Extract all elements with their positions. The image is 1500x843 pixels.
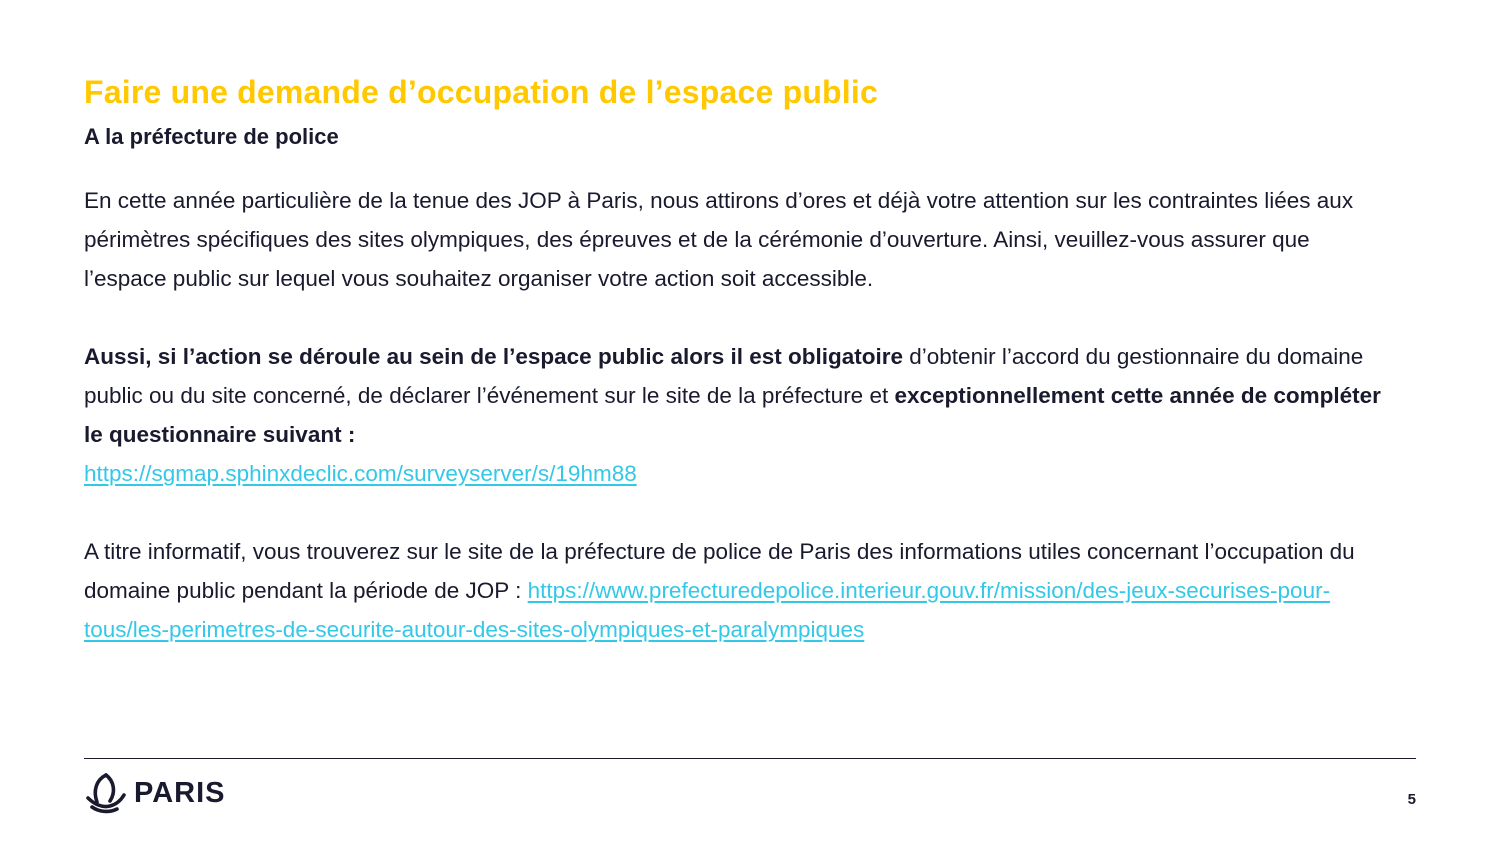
footer-divider [84, 758, 1416, 759]
paris-ship-icon [84, 771, 128, 815]
paris-logo-text: PARIS [134, 776, 226, 809]
intro-text: En cette année particulière de la tenue des JOP à Paris, nous attirons d’ores et déjà votre attention sur les contraintes liées aux périmètres spécifiques des sites olympiques, des épreuves et de la cérémonie d’ouverture. Ainsi, veuillez-vous assurer que l’espace public sur lequel vous souhaitez organiser votre action soit accessible. [84, 188, 1354, 291]
obligation-paragraph [84, 337, 1384, 493]
paris-logo [84, 770, 225, 816]
questionnaire-link[interactable]: https://sgmap.sphinxdeclic.com/surveyserver/s/19hm88 [84, 461, 637, 486]
obligation-text: d’obtenir l’accord du gestionnaire du domaine public ou du site concerné, de déclarer l’événement sur le site de la préfecture et [84, 344, 1364, 408]
obligation-bold-lead: Aussi, si l’action se déroule au sein de l’espace public alors il est obligatoire [84, 344, 904, 369]
page-number: 5 [1407, 791, 1416, 808]
slide-title: Faire une demande d’occupation de l’espace public [84, 74, 878, 110]
questionnaire-bold-text: exceptionnellement cette année de compléter le questionnaire suivant : [84, 383, 1381, 447]
intro-paragraph [84, 181, 1384, 298]
prefecture-link[interactable]: https://www.prefecturedepolice.interieur.gouv.fr/mission/des-jeux-securises-pour-tous/les-perimetres-de-securite-autour-des-sites-olympiques-et-paralympiques [84, 578, 1331, 642]
slide-body [84, 181, 1384, 649]
info-paragraph [84, 532, 1384, 649]
slide-subtitle: A la préfecture de police [84, 124, 339, 149]
info-text: A titre informatif, vous trouverez sur le site de la préfecture de police de Paris des informations utiles concernant l’occupation du domaine public pendant la période de JOP : [84, 539, 1355, 603]
